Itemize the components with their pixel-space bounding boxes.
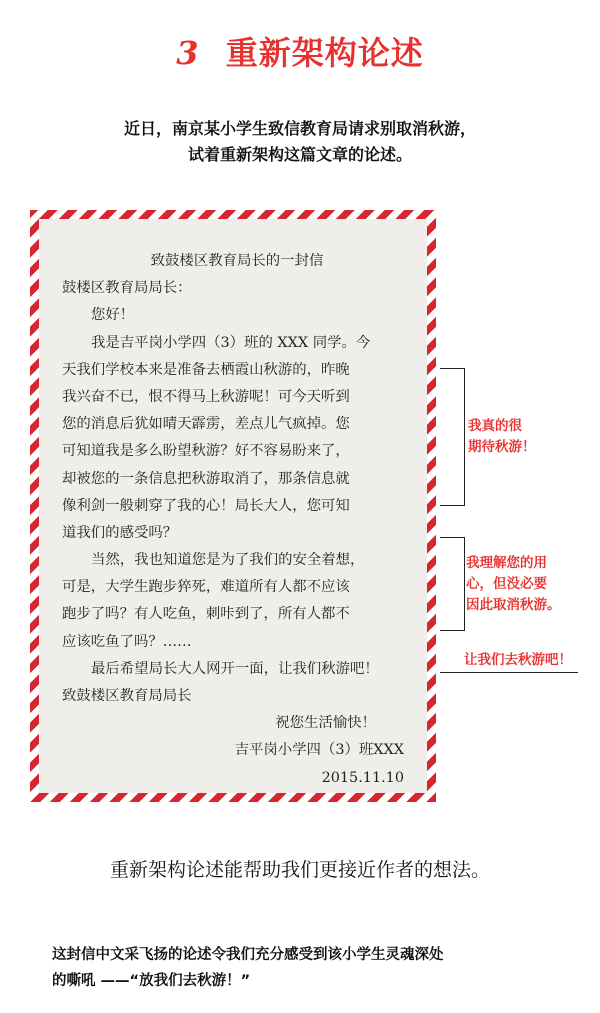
letter-paper — [39, 219, 427, 793]
letter-date: 2015.11.10 — [321, 769, 404, 786]
section-heading: 重新架构论述 — [225, 34, 424, 72]
letter-salutation: 鼓楼区教育局局长： — [62, 280, 192, 297]
annotation-1 — [468, 416, 536, 458]
letter-line: 可知道我是多么盼望秋游？好不容易盼来了， — [62, 443, 350, 460]
annotation-1-line-1: 我真的很 — [468, 418, 522, 434]
letter-line: 却被您的一条信息把秋游取消了，那条信息就 — [62, 470, 350, 487]
annotation-3: 让我们去秋游吧！ — [464, 652, 572, 668]
annotation-2-line-1: 我理解您的用 — [466, 555, 547, 571]
letter-line: 应该吃鱼了吗？…… — [62, 633, 192, 650]
letter-line: 最后希望局长大人网开一面，让我们秋游吧！ — [91, 660, 379, 677]
letter-line: 我兴奋不已，恨不得马上秋游呢！可今天听到 — [62, 388, 350, 405]
annotation-bracket-2 — [440, 537, 465, 631]
letter-line: 致鼓楼区教育局局长 — [62, 688, 192, 704]
letter-body — [62, 248, 412, 792]
annotation-2 — [466, 553, 561, 616]
annotation-line-3 — [440, 672, 578, 673]
letter-signature: 吉平岗小学四（3）班XXX — [234, 742, 404, 759]
annotation-1-line-2: 期待秋游！ — [468, 439, 536, 455]
summary-text: 重新架构论述能帮助我们更接近作者的想法。 — [109, 859, 490, 881]
letter-line: 当然，我也知道您是为了我们的安全着想， — [91, 552, 365, 569]
closing-text — [52, 942, 572, 994]
letter-line: 道我们的感受吗？ — [62, 524, 178, 541]
intro-line-1: 近日，南京某小学生致信教育局请求别取消秋游， — [123, 119, 476, 138]
section-title — [0, 28, 600, 74]
letter-envelope-border — [30, 210, 436, 802]
letter-line: 可是，大学生跑步猝死，难道所有人都不应该 — [62, 579, 350, 596]
letter-line: 天我们学校本来是准备去栖霞山秋游的，昨晚 — [62, 361, 350, 378]
intro-text — [0, 116, 600, 168]
letter-regards: 祝您生活愉快！ — [275, 715, 376, 732]
section-number: 3 — [176, 34, 200, 72]
annotation-bracket-1 — [440, 368, 465, 506]
letter-line: 像利剑一般刺穿了我的心！局长大人，您可知 — [62, 497, 350, 514]
intro-line-2: 试着重新架构这篇文章的论述。 — [187, 145, 412, 164]
closing-line-2: 的嘶吼 ——“放我们去秋游！” — [52, 973, 251, 989]
letter-line: 您的消息后犹如晴天霹雳，差点儿气疯掉。您 — [62, 416, 350, 433]
letter-line: 跑步了吗？有人吃鱼，刺咔到了，所有人都不 — [62, 606, 350, 623]
closing-line-1: 这封信中文采飞扬的论述令我们充分感受到该小学生灵魂深处 — [52, 947, 444, 963]
annotation-2-line-2: 心，但没必要 — [466, 576, 547, 592]
letter-greeting: 您好！ — [91, 307, 135, 324]
annotation-2-line-3: 因此取消秋游。 — [466, 597, 561, 613]
letter-line: 我是吉平岗小学四（3）班的 XXX 同学。今 — [91, 334, 371, 351]
letter-title: 致鼓楼区教育局长的一封信 — [150, 253, 324, 269]
